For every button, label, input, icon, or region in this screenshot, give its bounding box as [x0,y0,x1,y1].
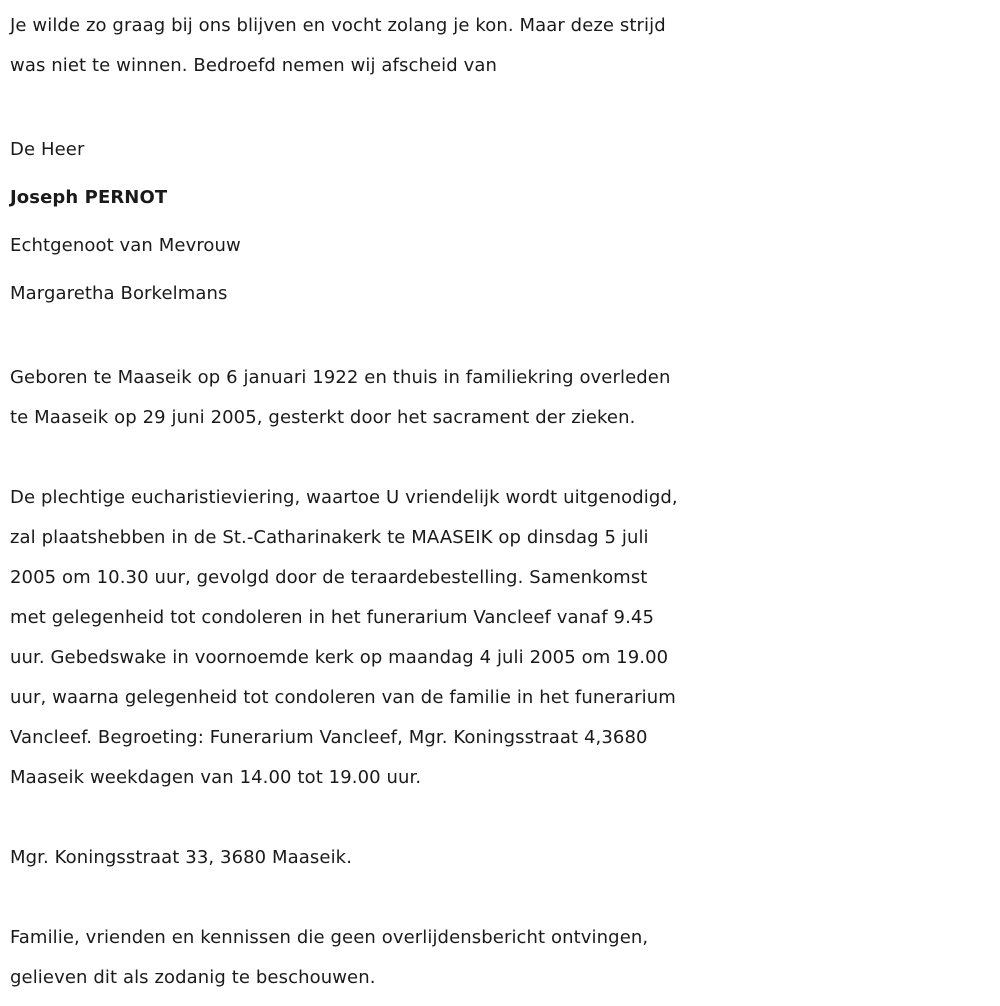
ceremony-line: Vancleef. Begroeting: Funerarium Vancleef, Mgr. Koningsstraat 4,3680 [10,727,648,748]
closing-line: gelieven dit als zodanig te beschouwen. [10,967,376,988]
ceremony-line: uur, waarna gelegenheid tot condoleren van de familie in het funerarium [10,687,676,708]
closing-paragraph [10,918,992,998]
deceased-title: De Heer [10,139,85,160]
intro-line: Je wilde zo graag bij ons blijven en vocht zolang je kon. Maar deze strijd [10,15,666,36]
ceremony-paragraph [10,478,992,798]
ceremony-line: 2005 om 10.30 uur, gevolgd door de teraardebestelling. Samenkomst [10,567,648,588]
ceremony-line: met gelegenheid tot condoleren in het funerarium Vancleef vanaf 9.45 [10,607,655,628]
birth-death-paragraph [10,358,992,438]
paragraph-spacer [10,798,992,838]
birth-death-line: te Maaseik op 29 juni 2005, gesterkt door het sacrament der zieken. [10,407,636,428]
deceased-name: Joseph PERNOT [10,187,168,208]
paragraph-spacer [10,878,992,918]
intro-paragraph [10,6,992,86]
paragraph-spacer [10,318,992,358]
closing-line: Familie, vrienden en kennissen die geen overlijdensbericht ontvingen, [10,927,649,948]
ceremony-line: uur. Gebedswake in voornoemde kerk op maandag 4 juli 2005 om 19.00 [10,647,669,668]
intro-line: was niet te winnen. Bedroefd nemen wij afscheid van [10,55,497,76]
address-paragraph [10,838,992,878]
spouse-name: Margaretha Borkelmans [10,283,228,304]
home-address: Mgr. Koningsstraat 33, 3680 Maaseik. [10,847,353,868]
ceremony-line: De plechtige eucharistieviering, waartoe U vriendelijk wordt uitgenodigd, [10,487,678,508]
ceremony-line: zal plaatshebben in de St.-Catharinakerk te MAASEIK op dinsdag 5 juli [10,527,649,548]
paragraph-spacer [10,86,992,126]
birth-death-line: Geboren te Maaseik op 6 januari 1922 en thuis in familiekring overleden [10,367,671,388]
relation-line: Echtgenoot van Mevrouw [10,235,241,256]
ceremony-line: Maaseik weekdagen van 14.00 tot 19.00 uur. [10,767,422,788]
paragraph-spacer [10,438,992,478]
deceased-block [10,126,992,318]
